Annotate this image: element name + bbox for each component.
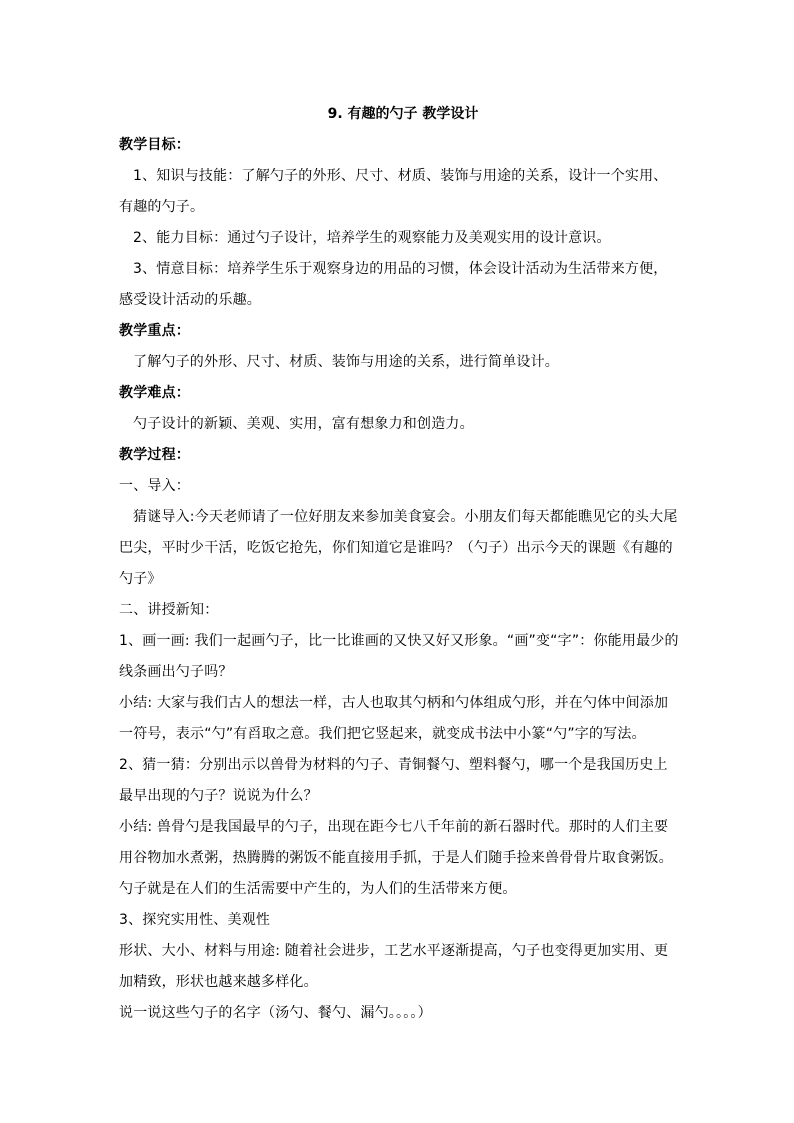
goal-emotion: 3、情意目标：培养学生乐于观察身边的用品的习惯，体会设计活动为生活带来方便，感受设计活动的乐趣。 [119,261,668,308]
item-draw: 1、画一画: 我们一起画勺子，比一比谁画的又快又好又形象。“画”变“字”：你能用最少的线条画出勺子吗？ [119,633,679,680]
difficulty-text: 勺子设计的新颖、美观、实用，富有想象力和创造力。 [133,416,474,432]
key-points-text: 了解勺子的外形、尺寸、材质、装饰与用途的关系，进行简单设计。 [133,354,559,370]
goal-knowledge: 1、知识与技能：了解勺子的外形、尺寸、材质、装饰与用途的关系，设计一个实用、有趣的勺子。 [119,168,668,215]
summary-draw: 小结: 大家与我们古人的想法一样，古人也取其勺柄和勺体组成勺形，并在勺体中间添加一符号，表示“勺”有舀取之意。我们把它竖起来，就变成书法中小篆“勺”字的写法。 [119,695,669,742]
document-body [119,104,679,1029]
section-new-knowledge-heading: 二、讲授新知： [119,602,219,618]
goals-heading: 教学目标： [119,137,190,153]
item-explore-text: 形状、大小、材料与用途: 随着社会进步，工艺水平逐渐提高，勺子也变得更加实用、更加精致，形状也越来越多样化。 [119,943,669,990]
process-heading: 教学过程： [119,447,190,463]
key-points-heading: 教学重点： [119,323,190,339]
item-guess: 2、猜一猜：分别出示以兽骨为材料的勺子、青铜餐勺、塑料餐勺，哪一个是我国历史上最早出现的勺子？说说为什么？ [119,757,668,804]
goal-ability: 2、能力目标：通过勺子设计，培养学生的观察能力及美观实用的设计意识。 [133,230,611,246]
document-title: 9. 有趣的勺子 教学设计 [327,106,479,122]
item-explore-names: 说一说这些勺子的名字（汤勺、餐勺、漏勺。。。。） [119,1005,432,1021]
difficulty-heading: 教学难点： [119,385,190,401]
summary-guess: 小结: 兽骨勺是我国最早的勺子，出现在距今七八千年前的新石器时代。那时的人们主要用谷物加水煮粥，热腾腾的粥饭不能直接用手抓，于是人们随手捡来兽骨骨片取食粥饭。勺子就是在人们的生活需要中产生的，为人们的生活带来方便。 [119,819,673,897]
intro-text: 猜谜导入:今天老师请了一位好朋友来参加美食宴会。小朋友们每天都能瞧见它的头大尾巴尖，平时少干活，吃饭它抢先，你们知道它是谁吗？（勺子）出示今天的课题《有趣的勺子》 [119,509,678,587]
section-intro-heading: 一、导入： [119,478,190,494]
item-explore: 3、探究实用性、美观性 [119,912,271,928]
